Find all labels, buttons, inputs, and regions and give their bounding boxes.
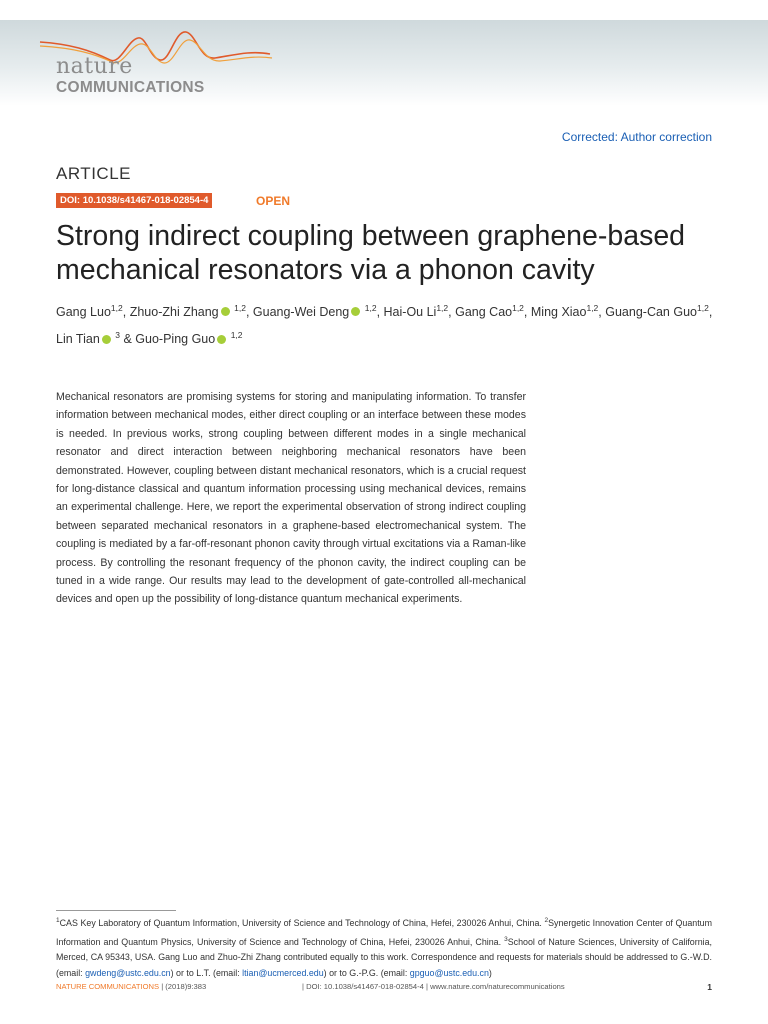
open-access-label: OPEN xyxy=(256,194,291,208)
orcid-icon[interactable] xyxy=(102,335,111,344)
author-affiliation-sup: 1,2 xyxy=(234,303,246,313)
email-link-ltian[interactable]: ltian@ucmerced.edu xyxy=(242,967,324,978)
author-list: Gang Luo$^{1,2}$, Zhuo-Zhi Zhang $^{1,2}$, Guang-Wei Deng $^{1,2}$, Hai-Ou Li$^{1,2}$, Gang Cao$^{1,2}$, Ming Xiao$^{1,2}$, Guang-Can Guo$^{1,2}$, Lin Tian $^3$ & Guo-Ping Guo $^{1,2}$ xyxy=(56,303,713,347)
footer-citation xyxy=(56,982,206,991)
logo-nature: nature xyxy=(56,54,133,79)
author-affiliation-sup: 1,2 xyxy=(512,303,524,313)
footer-year-volume: | (2018)9:383 xyxy=(159,982,207,991)
affiliations xyxy=(56,913,712,981)
affil-text-6: ) xyxy=(488,967,492,978)
logo-communications: COMMUNICATIONS xyxy=(56,79,205,96)
author-affiliation-sup: 1,2 xyxy=(110,303,123,313)
affil-text-2: Synergetic Innovation Center of Quantum Information and Quantum Physics, University of Science and Technology of China, Hefei, 230026 Anhui, China. xyxy=(56,917,712,947)
abstract: Mechanical resonators are promising systems for storing and manipulating information. To transfer information between mechanical modes, either direct coupling or an interface between these modes is needed. In previous works, strong coupling between different modes in a single mechanical resonator and direct interaction between neighboring mechanical resonators have been demonstrated. However, coupling between distant mechanical resonators, which is a crucial request for long-distance classical and quantum information processing using mechanical devices, remains an experimental challenge. Here, we report the experimental observation of strong indirect coupling between separated mechanical resonators in a graphene-based electromechanical system. The coupling is mediated by a far-off-resonant phonon cavity through virtual excitations via a Raman-like process. By controlling the resonant frequency of the phonon cavity, the indirect coupling can be tuned in a wide range. Our results may lead to the development of gate-controlled all-mechanical devices and open up the possibility of long-distance quantum mechanical experiments. xyxy=(56,391,526,606)
affil-sup-2: 2 xyxy=(544,917,549,924)
author-name[interactable]: Lin Tian xyxy=(56,332,100,347)
email-link-gpguo[interactable]: gpguo@ustc.edu.cn xyxy=(409,967,489,978)
author-name[interactable]: Hai-Ou Li xyxy=(383,305,437,320)
affil-sup-1: 1 xyxy=(56,917,60,924)
author-name[interactable]: Gang Cao xyxy=(455,305,513,320)
author-affiliation-sup: 1,2 xyxy=(230,330,243,341)
author-affiliation-sup: 1,2 xyxy=(364,303,377,313)
author-affiliation-sup: 1,2 xyxy=(696,303,709,313)
author-affiliation-sup: 3 xyxy=(115,330,120,341)
affil-text-1: CAS Key Laboratory of Quantum Information, University of Science and Technology of China, Hefei, 230026 Anhui, China. xyxy=(59,917,545,928)
author-affiliation-sup: 1,2 xyxy=(436,303,449,313)
footer-doi-url[interactable]: | DOI: 10.1038/s41467-018-02854-4 | www.nature.com/naturecommunications xyxy=(302,982,565,991)
affil-sup-3: 3 xyxy=(504,935,508,943)
author-name[interactable]: Zhuo-Zhi Zhang xyxy=(129,305,219,320)
author-name[interactable]: Guo-Ping Guo xyxy=(135,332,216,347)
email-link-gwdeng[interactable]: gwdeng@ustc.edu.cn xyxy=(85,967,171,978)
affil-text-4: ) or to L.T. (email: xyxy=(170,967,243,978)
affil-text-3: School of Nature Sciences, University of California, Merced, CA 95343, USA. Gang Luo and Zhuo-Zhi Zhang contributed equally to this work. Correspondence and requests for materials should be addressed to G.-W.D. (email: xyxy=(56,936,712,978)
author-affiliation-sup: 1,2 xyxy=(586,303,599,313)
doi-badge[interactable]: DOI: 10.1038/s41467-018-02854-4 xyxy=(56,193,212,208)
wave-logo-graphic xyxy=(0,20,300,80)
article-type-label: ARTICLE xyxy=(56,164,131,183)
orcid-icon[interactable] xyxy=(217,335,226,344)
article-title: Strong indirect coupling between graphene-based mechanical resonators via a phonon cavity xyxy=(56,220,686,286)
author-correction-link[interactable]: Corrected: Author correction xyxy=(561,130,712,144)
affil-text-5: ) or to G.-P.G. (email: xyxy=(323,967,410,978)
author-name[interactable]: Guang-Can Guo xyxy=(605,305,697,320)
page-number: 1 xyxy=(707,982,712,992)
author-name[interactable]: Guang-Wei Deng xyxy=(252,305,350,320)
orcid-icon[interactable] xyxy=(351,307,360,316)
author-name[interactable]: Gang Luo xyxy=(56,305,111,320)
page-footer xyxy=(56,982,712,994)
author-name[interactable]: Ming Xiao xyxy=(530,305,587,320)
affiliation-divider xyxy=(56,910,176,911)
footer-journal-name: NATURE COMMUNICATIONS xyxy=(56,982,160,991)
orcid-icon[interactable] xyxy=(221,307,230,316)
